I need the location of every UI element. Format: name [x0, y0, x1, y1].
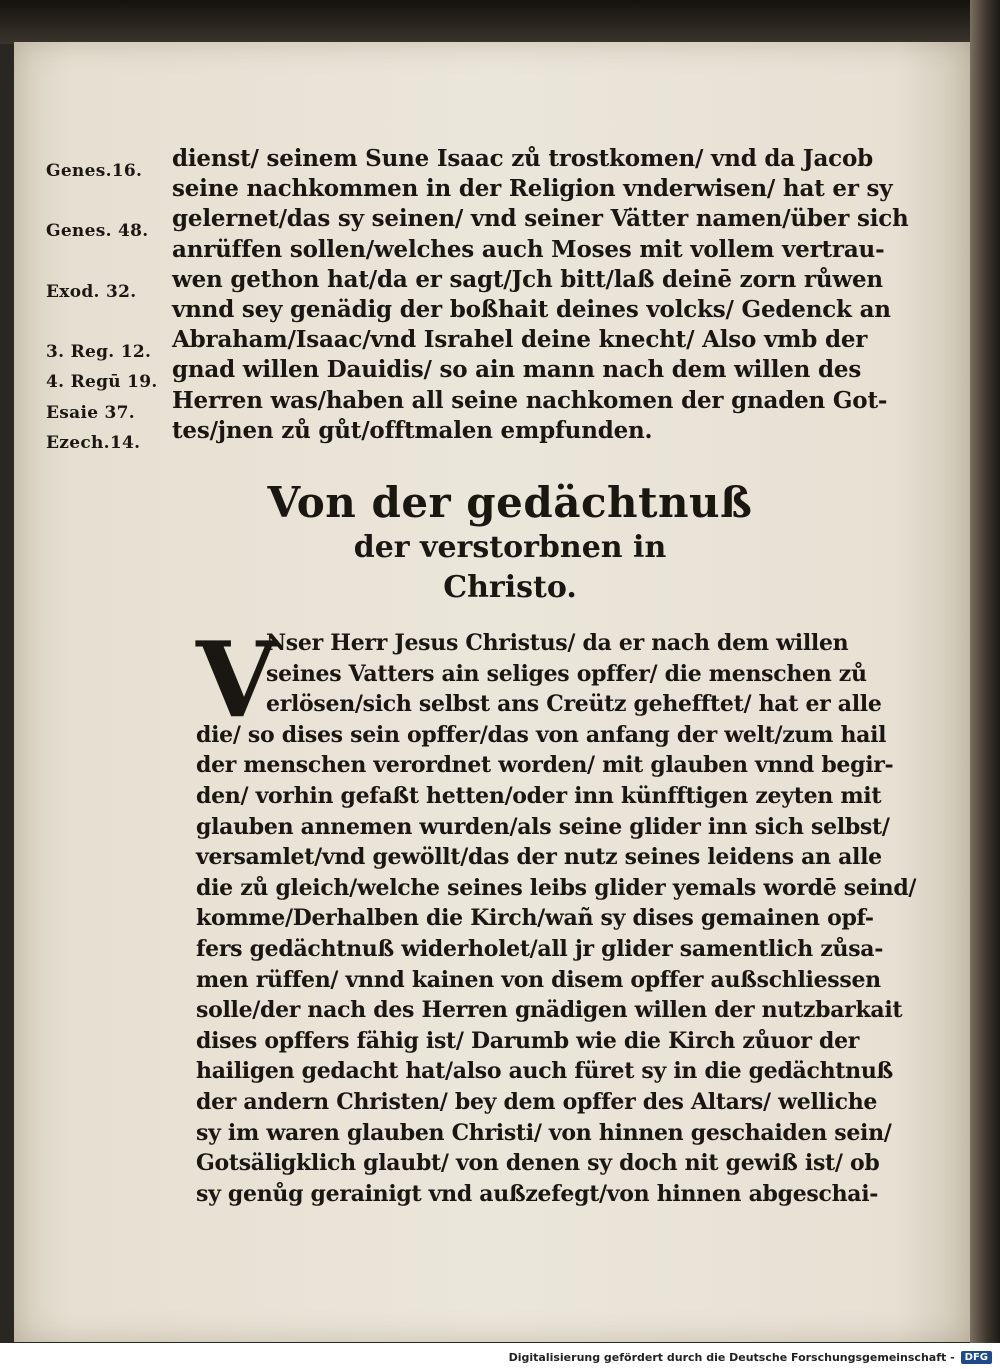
text-line: versamlet/vnd gewöllt/das der nutz seines leidens an alle — [196, 844, 882, 871]
text-line: dises opffers fähig ist/ Darumb wie die Kirch zůuor der — [196, 1027, 860, 1054]
heading-line-1: Von der gedächtnuß — [267, 478, 753, 527]
margin-note: Genes. 48. — [46, 221, 149, 242]
margin-note: Genes.16. — [46, 161, 143, 181]
heading-line-3: Christo. — [443, 570, 577, 605]
scan-background-top — [0, 0, 1000, 44]
text-line: seines Vatters ain seliges opffer/ die menschen zů — [266, 660, 867, 687]
text-line: dienst/ seinem Sune Isaac zů trostkomen/ vnd da Jacob — [172, 145, 873, 172]
margin-note: Exod. 32. — [46, 281, 137, 302]
text-line: Nser Herr Jesus Christus/ da er nach dem willen — [266, 630, 849, 656]
text-line: Gotsäligklich glaubt/ von denen sy doch nit gewiß ist/ ob — [196, 1150, 880, 1177]
text-line: men rüffen/ vnnd kainen von disem opffer außschliessen — [196, 966, 881, 993]
text-line: den/ vorhin gefaßt hetten/oder inn künfftigen zeyten mit — [196, 782, 882, 809]
dfg-logo: DFG — [961, 1351, 992, 1364]
text-line: seine nachkommen in der Religion vnderwisen/ hat er sy — [172, 175, 893, 203]
text-line: vnnd sey genädig der boßhait deines volcks/ Gedenck an — [172, 296, 891, 324]
text-line: tes/jnen zů gůt/offtmalen empfunden. — [172, 416, 653, 444]
text-line: gnad willen Dauidis/ so ain mann nach dem willen des — [172, 356, 862, 384]
scan-background-right — [970, 0, 1000, 1369]
text-line: erlösen/sich selbst ans Creütz gehefftet/ hat er alle — [266, 691, 882, 718]
margin-note: Esaie 37. — [46, 402, 136, 423]
text-line: glauben annemen wurden/als seine glider inn sich selbst/ — [196, 813, 890, 840]
text-line: wen gethon hat/da er sagt/Jch bitt/laß deinē zorn růwen — [172, 265, 883, 293]
text-line: fers gedächtnuß widerholet/all jr glider samentlich zůsa- — [196, 935, 884, 962]
text-line: anrüffen sollen/welches auch Moses mit vollem vertrau- — [172, 235, 885, 263]
text-line: die/ so dises sein opffer/das von anfang der welt/zum hail — [196, 721, 887, 748]
text-line: sy im waren glauben Christi/ von hinnen geschaiden sein/ — [196, 1119, 892, 1146]
text-line: der andern Christen/ bey dem opffer des Altars/ welliche — [196, 1088, 878, 1115]
margin-note: 3. Reg. 12. — [46, 342, 152, 363]
text-line: Herren was/haben all seine nachkomen der gnaden Got- — [172, 386, 888, 414]
margin-note — [46, 307, 176, 337]
text-line: hailigen gedacht hat/also auch füret sy in die gedächtnuß — [196, 1058, 893, 1085]
text-line: der menschen verordnet worden/ mit glauben vnnd begir- — [196, 752, 894, 779]
decorated-initial: V — [196, 618, 277, 741]
top-paragraph — [172, 144, 909, 446]
margin-notes — [46, 156, 176, 458]
heading-line-2: der verstorbnen in — [353, 530, 667, 565]
section-heading — [260, 478, 760, 608]
text-line: gelernet/das sy seinen/ vnd seiner Vätter namen/über sich — [172, 205, 909, 233]
margin-note — [46, 247, 176, 277]
text-line: die zů gleich/welche seines leibs glider yemals wordē seind/ — [196, 874, 917, 901]
margin-note: Ezech.14. — [46, 432, 141, 453]
text-line: Abraham/Isaac/vnd Israhel deine knecht/ Also vmb der — [172, 326, 868, 354]
margin-note: 4. Regū 19. — [46, 372, 158, 393]
margin-note — [46, 186, 176, 216]
text-line: sy genůg gerainigt vnd außzefegt/von hinnen abgeschai- — [196, 1180, 879, 1207]
digitization-footer — [509, 1351, 992, 1364]
footer-text: Digitalisierung gefördert durch die Deutsche Forschungsgemeinschaft - — [508, 1351, 955, 1364]
text-line: komme/Derhalben die Kirch/wañ sy dises gemainen opf- — [196, 905, 874, 932]
section-paragraph — [196, 618, 917, 1209]
text-line: solle/der nach des Herren gnädigen willen der nutzbarkait — [196, 997, 903, 1024]
